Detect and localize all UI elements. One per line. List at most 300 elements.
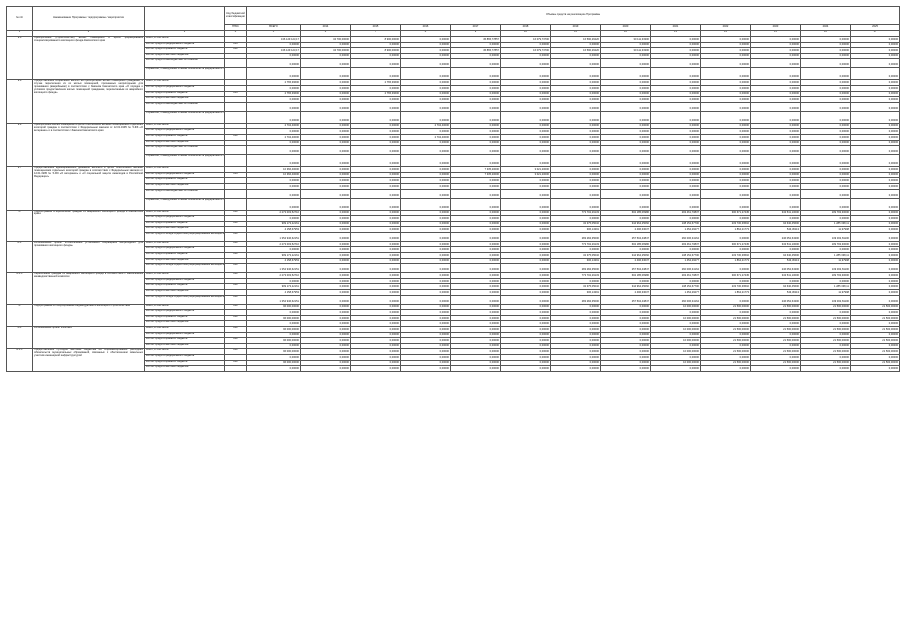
year-value: 0,00000 — [651, 59, 701, 68]
year-value: 0,00000 — [701, 183, 751, 189]
year-value: 0,00000 — [351, 189, 401, 198]
year-value: 0,00000 — [501, 349, 551, 355]
year-value: 0,00000 — [701, 278, 751, 284]
year-value: 0,00000 — [301, 53, 351, 59]
year-value: 0,00000 — [401, 349, 451, 355]
year-value: 2 496,33037 — [601, 227, 651, 233]
year-value: 0,00000 — [351, 68, 401, 80]
year-value: 0,00000 — [351, 172, 401, 178]
year-value: 0,00000 — [751, 102, 801, 111]
year-value: 0,00000 — [801, 278, 851, 284]
year-value: 0,00000 — [551, 327, 601, 333]
year-value: 0,00000 — [501, 227, 551, 233]
year-value: 0,00000 — [751, 354, 801, 360]
header-year-2016: 2016 — [401, 25, 451, 31]
year-value: 0,00000 — [351, 97, 401, 103]
year-value: 0,00000 — [551, 216, 601, 222]
funding-source-label: за счет средств федерального бюджета — [145, 354, 225, 360]
year-value: 0,00000 — [551, 68, 601, 80]
item-name: Подпрограмма «Стимулирование индивидуального жилищного строительства» — [33, 304, 145, 326]
year-value: 0,00000 — [651, 102, 701, 111]
year-value: 0,00000 — [351, 360, 401, 366]
year-value: 0,00000 — [851, 53, 900, 59]
total-value: 96 000,00000 — [247, 315, 301, 321]
year-value: 0,00000 — [501, 221, 551, 227]
total-value: 0,00000 — [247, 321, 301, 327]
funding-source-label: Всего, в том числе: — [145, 304, 225, 310]
grbs-code: 812 — [225, 232, 247, 241]
year-value: 0,00000 — [501, 253, 551, 259]
year-value: 0,00000 — [601, 216, 651, 222]
year-value: 543,36113 — [751, 227, 801, 233]
total-value: 0,00000 — [247, 59, 301, 68]
year-value: 344 964,25060 — [601, 284, 651, 290]
funding-source-label: за счет средств краевого бюджета — [145, 178, 225, 184]
year-value: 0,00000 — [701, 216, 751, 222]
year-value: 0,00000 — [601, 343, 651, 349]
year-value: 0,00000 — [651, 354, 701, 360]
year-value: 0,00000 — [351, 167, 401, 173]
header-year-2017: 2017 — [451, 25, 501, 31]
total-value: 10 366,40000 — [247, 167, 301, 173]
grbs-code: 812 — [225, 273, 247, 279]
funding-source-label: за счет средств федерального бюджета — [145, 85, 225, 91]
year-value: 0,00000 — [601, 327, 651, 333]
year-value: 0,00000 — [551, 198, 601, 210]
year-value: 260 006,34164 — [651, 232, 701, 241]
year-value: 0,00000 — [551, 134, 601, 140]
funding-source-label: Всего, в том числе: — [145, 349, 225, 355]
year-value: 0,00000 — [851, 59, 900, 68]
year-value: 0,00000 — [801, 48, 851, 54]
funding-source-label: за счет средств местных бюджетов — [145, 227, 225, 233]
year-value: 0,00000 — [851, 258, 900, 264]
funding-source-label: Справочно, планируемые объемы обязательств федерального — [145, 198, 225, 210]
year-value: 0,00000 — [501, 241, 551, 247]
year-value: 0,00000 — [501, 315, 551, 321]
year-value: 0,00000 — [501, 91, 551, 97]
total-value: 96 000,00000 — [247, 360, 301, 366]
year-value: 0,00000 — [851, 172, 900, 178]
item-number: 9.7 — [7, 167, 33, 210]
year-value: 16 590,26220 — [551, 37, 601, 43]
year-value: 0,00000 — [701, 59, 751, 68]
year-value: 0,00000 — [751, 189, 801, 198]
total-value: 0,00000 — [247, 68, 301, 80]
year-value: 0,00000 — [301, 349, 351, 355]
year-value: 0,00000 — [651, 332, 701, 338]
year-value: 0,00000 — [301, 68, 351, 80]
year-value: 10 000,00000 — [651, 315, 701, 321]
year-value: 0,00000 — [301, 327, 351, 333]
year-value: 0,00000 — [651, 134, 701, 140]
year-value: 0,00000 — [401, 178, 451, 184]
year-value: 0,00000 — [401, 155, 451, 167]
year-value: 0,00000 — [301, 258, 351, 264]
year-value: 0,00000 — [451, 227, 501, 233]
header-year-2015: 2015 — [351, 25, 401, 31]
year-value: 0,00000 — [351, 327, 401, 333]
year-value: 773 702,29133 — [551, 273, 601, 279]
year-value: 0,00000 — [451, 310, 501, 316]
year-value: 0,00000 — [701, 295, 751, 304]
year-value: 0,00000 — [301, 123, 351, 129]
year-value: 0,00000 — [401, 80, 451, 86]
year-value: 0,00000 — [351, 349, 401, 355]
year-value: 260 006,34164 — [651, 295, 701, 304]
year-value: 0,00000 — [751, 183, 801, 189]
year-value: 0,00000 — [401, 85, 451, 91]
year-value: 0,00000 — [451, 134, 501, 140]
year-value: 0,00000 — [651, 247, 701, 253]
year-value: 0,00000 — [351, 102, 401, 111]
year-value: 0,00000 — [701, 167, 751, 173]
year-value: 0,00000 — [401, 284, 451, 290]
year-value: 0,00000 — [351, 278, 401, 284]
year-value: 0,00000 — [451, 198, 501, 210]
year-value: 0,00000 — [801, 85, 851, 91]
year-value: 0,00000 — [601, 68, 651, 80]
item-number: 9.9 — [7, 123, 33, 166]
year-value: 0,00000 — [551, 85, 601, 91]
year-value: 0,00000 — [401, 366, 451, 372]
year-value: 0,00000 — [551, 278, 601, 284]
total-value: 96 000,00000 — [247, 327, 301, 333]
header-year-2023: 2023 — [751, 25, 801, 31]
grbs-code — [225, 102, 247, 111]
year-value: 0,00000 — [351, 321, 401, 327]
year-value: 138 152,67700 — [651, 221, 701, 227]
year-value: 0,00000 — [401, 247, 451, 253]
year-value: 543,36113 — [751, 258, 801, 264]
year-value: 0,00000 — [851, 37, 900, 43]
year-value: 0,00000 — [751, 247, 801, 253]
year-value: 0,00000 — [551, 42, 601, 48]
item-name: Региональный проект «Обеспечение устойчивого сокращения непригодного для проживания жилищного фонда» — [33, 241, 145, 272]
year-value: 0,00000 — [301, 80, 351, 86]
year-value: 0,00000 — [351, 210, 401, 216]
year-value: 138 152,67700 — [651, 284, 701, 290]
year-value: 0,00000 — [601, 321, 651, 327]
total-value: 0,00000 — [247, 366, 301, 372]
item-name: Предоставление социальных выплат на приобретение жилых помещений гражданам, в случае переселения их из жилых помещений, признанных непригодными для проживания (аварийными) в соответствии с Законом Камчатского края «О порядке и условиях предоставления жилых помещений гражданам, переселяемым из аварийного жилищного фонда» — [33, 80, 145, 123]
year-value: 0,00000 — [401, 146, 451, 155]
year-value: 0,00000 — [401, 258, 451, 264]
total-value: 2 273 003,52710 — [247, 273, 301, 279]
year-value: 1 864,21773 — [701, 227, 751, 233]
total-value: 909 173,22161 — [247, 253, 301, 259]
funding-source-label: за счет средств внебюджетных источников — [145, 59, 225, 68]
year-value: 0,00000 — [651, 155, 701, 167]
total-value: 96 000,00000 — [247, 338, 301, 344]
year-value: 0,00000 — [301, 338, 351, 344]
year-value: 0,00000 — [401, 37, 451, 43]
funding-source-label: Всего, в том числе: — [145, 123, 225, 129]
year-value: 21 500,00000 — [801, 349, 851, 355]
table-header — [7, 7, 900, 37]
year-value: 0,00000 — [401, 198, 451, 210]
year-value: 257 504,43847 — [601, 232, 651, 241]
year-value: 0,00000 — [401, 338, 451, 344]
year-value: 0,00000 — [301, 332, 351, 338]
funding-source-label: за счет средств федерального бюджета — [145, 310, 225, 316]
year-value: 0,00000 — [701, 343, 751, 349]
year-value: 0,00000 — [701, 310, 751, 316]
total-value: 0,00000 — [247, 198, 301, 210]
year-value: 0,00000 — [301, 343, 351, 349]
year-value: 0,00000 — [501, 366, 551, 372]
header-col-code: Код бюджетной классификации — [225, 7, 247, 25]
total-value: 0,00000 — [247, 278, 301, 284]
year-value: 257 504,43847 — [601, 295, 651, 304]
funding-source-label: за счет средств краевого бюджета — [145, 338, 225, 344]
year-value: 0,00000 — [451, 232, 501, 241]
year-value: 0,00000 — [701, 37, 751, 43]
year-value: 300 671,27445 — [701, 210, 751, 216]
total-value: 136 129 123,17 — [247, 37, 301, 43]
year-value: 0,00000 — [451, 360, 501, 366]
year-value: 21 500,00000 — [851, 327, 900, 333]
year-value: 0,00000 — [501, 134, 551, 140]
year-value: 0,00000 — [301, 304, 351, 310]
year-value: 21 500,00000 — [751, 304, 801, 310]
year-value: 0,00000 — [551, 155, 601, 167]
year-value: 0,00000 — [551, 304, 601, 310]
total-value: 0,00000 — [247, 146, 301, 155]
year-value: 1 454,29277 — [651, 258, 701, 264]
year-value: 0,00000 — [301, 134, 351, 140]
year-value: 0,00000 — [451, 123, 501, 129]
year-value: 0,00000 — [501, 97, 551, 103]
grbs-code — [225, 59, 247, 68]
year-value: 0,00000 — [801, 111, 851, 123]
year-value: 1 454,29277 — [651, 290, 701, 296]
year-value: 0,00000 — [851, 178, 900, 184]
year-value: 0,00000 — [351, 332, 401, 338]
year-value: 0,00000 — [701, 102, 751, 111]
year-value: 0,00000 — [451, 146, 501, 155]
year-value: 0,00000 — [451, 241, 501, 247]
year-value: 21 500,00000 — [801, 338, 851, 344]
year-value: 0,00000 — [851, 321, 900, 327]
funding-source-label: за счет средств краевого бюджета — [145, 134, 225, 140]
year-value: 2 704,40000 — [401, 134, 451, 140]
year-value: 0,00000 — [401, 315, 451, 321]
year-value: 0,00000 — [801, 42, 851, 48]
year-value: 0,00000 — [701, 91, 751, 97]
year-value: 0,00000 — [551, 343, 601, 349]
header-years-title: Объемы средств на реализацию Программы — [247, 7, 900, 25]
year-value: 0,00000 — [401, 241, 451, 247]
year-value: 0,00000 — [851, 295, 900, 304]
column-number: 11 — [551, 31, 601, 37]
year-value: 0,00000 — [351, 216, 401, 222]
total-value: 0,00000 — [247, 85, 301, 91]
year-value: 0,00000 — [751, 178, 801, 184]
funding-source-label: за счет средств местных бюджетов — [145, 343, 225, 349]
year-value: 0,00000 — [651, 216, 701, 222]
year-value: 0,00000 — [351, 232, 401, 241]
year-value: 0,00000 — [701, 232, 751, 241]
year-value: 0,00000 — [801, 140, 851, 146]
year-value: 0,00000 — [451, 80, 501, 86]
year-value: 343 541,10000 — [751, 210, 801, 216]
grbs-code: 812 — [225, 253, 247, 259]
year-value: 0,00000 — [401, 290, 451, 296]
year-value: 0,00000 — [501, 290, 551, 296]
year-value: 11,97998 — [801, 258, 851, 264]
year-value: 0,00000 — [801, 216, 851, 222]
year-value: 21 500,00000 — [701, 338, 751, 344]
year-value: 0,00000 — [351, 111, 401, 123]
year-value: 0,00000 — [301, 91, 351, 97]
year-value: 0,00000 — [851, 198, 900, 210]
year-value: 0,00000 — [351, 273, 401, 279]
total-value: 0,00000 — [247, 140, 301, 146]
grbs-code — [225, 146, 247, 155]
year-value: 233 730,39502 — [701, 221, 751, 227]
year-value: 0,00000 — [851, 48, 900, 54]
funding-source-label: за счет средств краевого бюджета — [145, 284, 225, 290]
year-value: 0,00000 — [751, 129, 801, 135]
year-value: 0,00000 — [551, 349, 601, 355]
year-value: 34 700,00000 — [301, 48, 351, 54]
year-value: 0,00000 — [751, 343, 801, 349]
year-value: 21 500,00000 — [751, 327, 801, 333]
year-value: 0,00000 — [801, 80, 851, 86]
year-value: 45 865,77857 — [451, 48, 501, 54]
year-value: 0,00000 — [701, 134, 751, 140]
year-value: 0,00000 — [501, 68, 551, 80]
year-value: 0,00000 — [551, 332, 601, 338]
year-value: 0,00000 — [601, 97, 651, 103]
header-col-number: № п/п — [7, 7, 33, 31]
column-number: 3 — [145, 31, 225, 37]
year-value: 0,00000 — [701, 198, 751, 210]
year-value: 0,00000 — [601, 304, 651, 310]
item-number: Б.1 — [7, 327, 33, 349]
year-value: 3 021,20000 — [501, 172, 551, 178]
year-value: 0,00000 — [401, 102, 451, 111]
year-value: 0,00000 — [451, 183, 501, 189]
year-value: 0,00000 — [601, 198, 651, 210]
year-value: 0,00000 — [801, 183, 851, 189]
year-value: 21 500,00000 — [801, 315, 851, 321]
year-value: 0,00000 — [701, 53, 751, 59]
year-value: 0,00000 — [751, 111, 801, 123]
year-value: 0,00000 — [451, 338, 501, 344]
year-value: 0,00000 — [851, 310, 900, 316]
year-value: 306,14391 — [551, 258, 601, 264]
funding-source-label: за счет средств краевого бюджета — [145, 315, 225, 321]
year-value: 0,00000 — [601, 91, 651, 97]
year-value: 344 964,25060 — [601, 221, 651, 227]
funding-source-label: за счет средств местных бюджетов — [145, 53, 225, 59]
year-value: 0,00000 — [651, 80, 701, 86]
year-value: 0,00000 — [301, 210, 351, 216]
year-value: 0,00000 — [451, 178, 501, 184]
column-number: 17 — [851, 31, 900, 37]
grbs-code: 812 — [225, 338, 247, 344]
year-value: 0,00000 — [601, 338, 651, 344]
year-value: 0,00000 — [301, 360, 351, 366]
year-value: 0,00000 — [701, 264, 751, 273]
funding-source-label: за счет средств местных бюджетов — [145, 290, 225, 296]
year-value: 0,00000 — [551, 129, 601, 135]
year-value: 0,00000 — [501, 247, 551, 253]
year-value: 0,00000 — [651, 189, 701, 198]
year-value: 0,00000 — [851, 366, 900, 372]
grbs-code: 810 — [225, 91, 247, 97]
year-value: 0,00000 — [401, 278, 451, 284]
year-value: 0,00000 — [751, 332, 801, 338]
item-name: Региональный проект «Жильё» — [33, 327, 145, 349]
year-value: 0,00000 — [851, 284, 900, 290]
year-value: 21 500,00000 — [851, 360, 900, 366]
year-value: 0,00000 — [801, 102, 851, 111]
year-value: 0,00000 — [451, 42, 501, 48]
year-value: 0,00000 — [651, 111, 701, 123]
year-value: 0,00000 — [551, 140, 601, 146]
item-number: 9.8 — [7, 80, 33, 123]
header-col-name: Наименование Программы / подпрограммы / мероприятия — [33, 7, 145, 31]
grbs-code: 812 — [225, 295, 247, 304]
year-value: 0,00000 — [651, 178, 701, 184]
year-value: 0,00000 — [301, 284, 351, 290]
year-value: 306,14391 — [551, 227, 601, 233]
year-value: 0,00000 — [651, 167, 701, 173]
year-value: 0,00000 — [501, 155, 551, 167]
year-value: 0,00000 — [451, 366, 501, 372]
year-value: 0,00000 — [601, 189, 651, 198]
year-value: 21 500,00000 — [801, 304, 851, 310]
year-value: 0,00000 — [301, 97, 351, 103]
year-value: 0,00000 — [601, 53, 651, 59]
year-value: 0,00000 — [451, 97, 501, 103]
year-value: 0,00000 — [851, 167, 900, 173]
year-value: 0,00000 — [601, 102, 651, 111]
year-value: 0,00000 — [301, 129, 351, 135]
year-value: 0,00000 — [801, 332, 851, 338]
year-value: 0,00000 — [451, 321, 501, 327]
year-value: 0,00000 — [801, 59, 851, 68]
funding-source-label: Всего, в том числе: — [145, 80, 225, 86]
year-value: 0,00000 — [601, 354, 651, 360]
year-value: 0,00000 — [751, 85, 801, 91]
year-value: 0,00000 — [301, 42, 351, 48]
year-value: 0,00000 — [801, 167, 851, 173]
year-value: 0,00000 — [351, 183, 401, 189]
year-value: 10 000,00000 — [651, 338, 701, 344]
funding-source-label: Всего, в том числе: — [145, 273, 225, 279]
year-value: 0,00000 — [851, 42, 900, 48]
year-value: 0,00000 — [851, 247, 900, 253]
year-value: 0,00000 — [851, 146, 900, 155]
total-value: 2 704,40000 — [247, 123, 301, 129]
grbs-code: 812 — [225, 315, 247, 321]
year-value: 0,00000 — [751, 146, 801, 155]
year-value: 10 000,00000 — [651, 360, 701, 366]
year-value: 11,97998 — [801, 227, 851, 233]
year-value: 21 500,00000 — [851, 304, 900, 310]
total-value: 0,00000 — [247, 155, 301, 167]
year-value: 0,00000 — [551, 189, 601, 198]
year-value: 0,00000 — [451, 253, 501, 259]
year-value: 2 496,33037 — [601, 290, 651, 296]
funding-source-label: за счет средств Фонда содействия реформированию жилищно-ко — [145, 264, 225, 273]
year-value: 0,00000 — [751, 216, 801, 222]
grbs-code: 812 — [225, 221, 247, 227]
